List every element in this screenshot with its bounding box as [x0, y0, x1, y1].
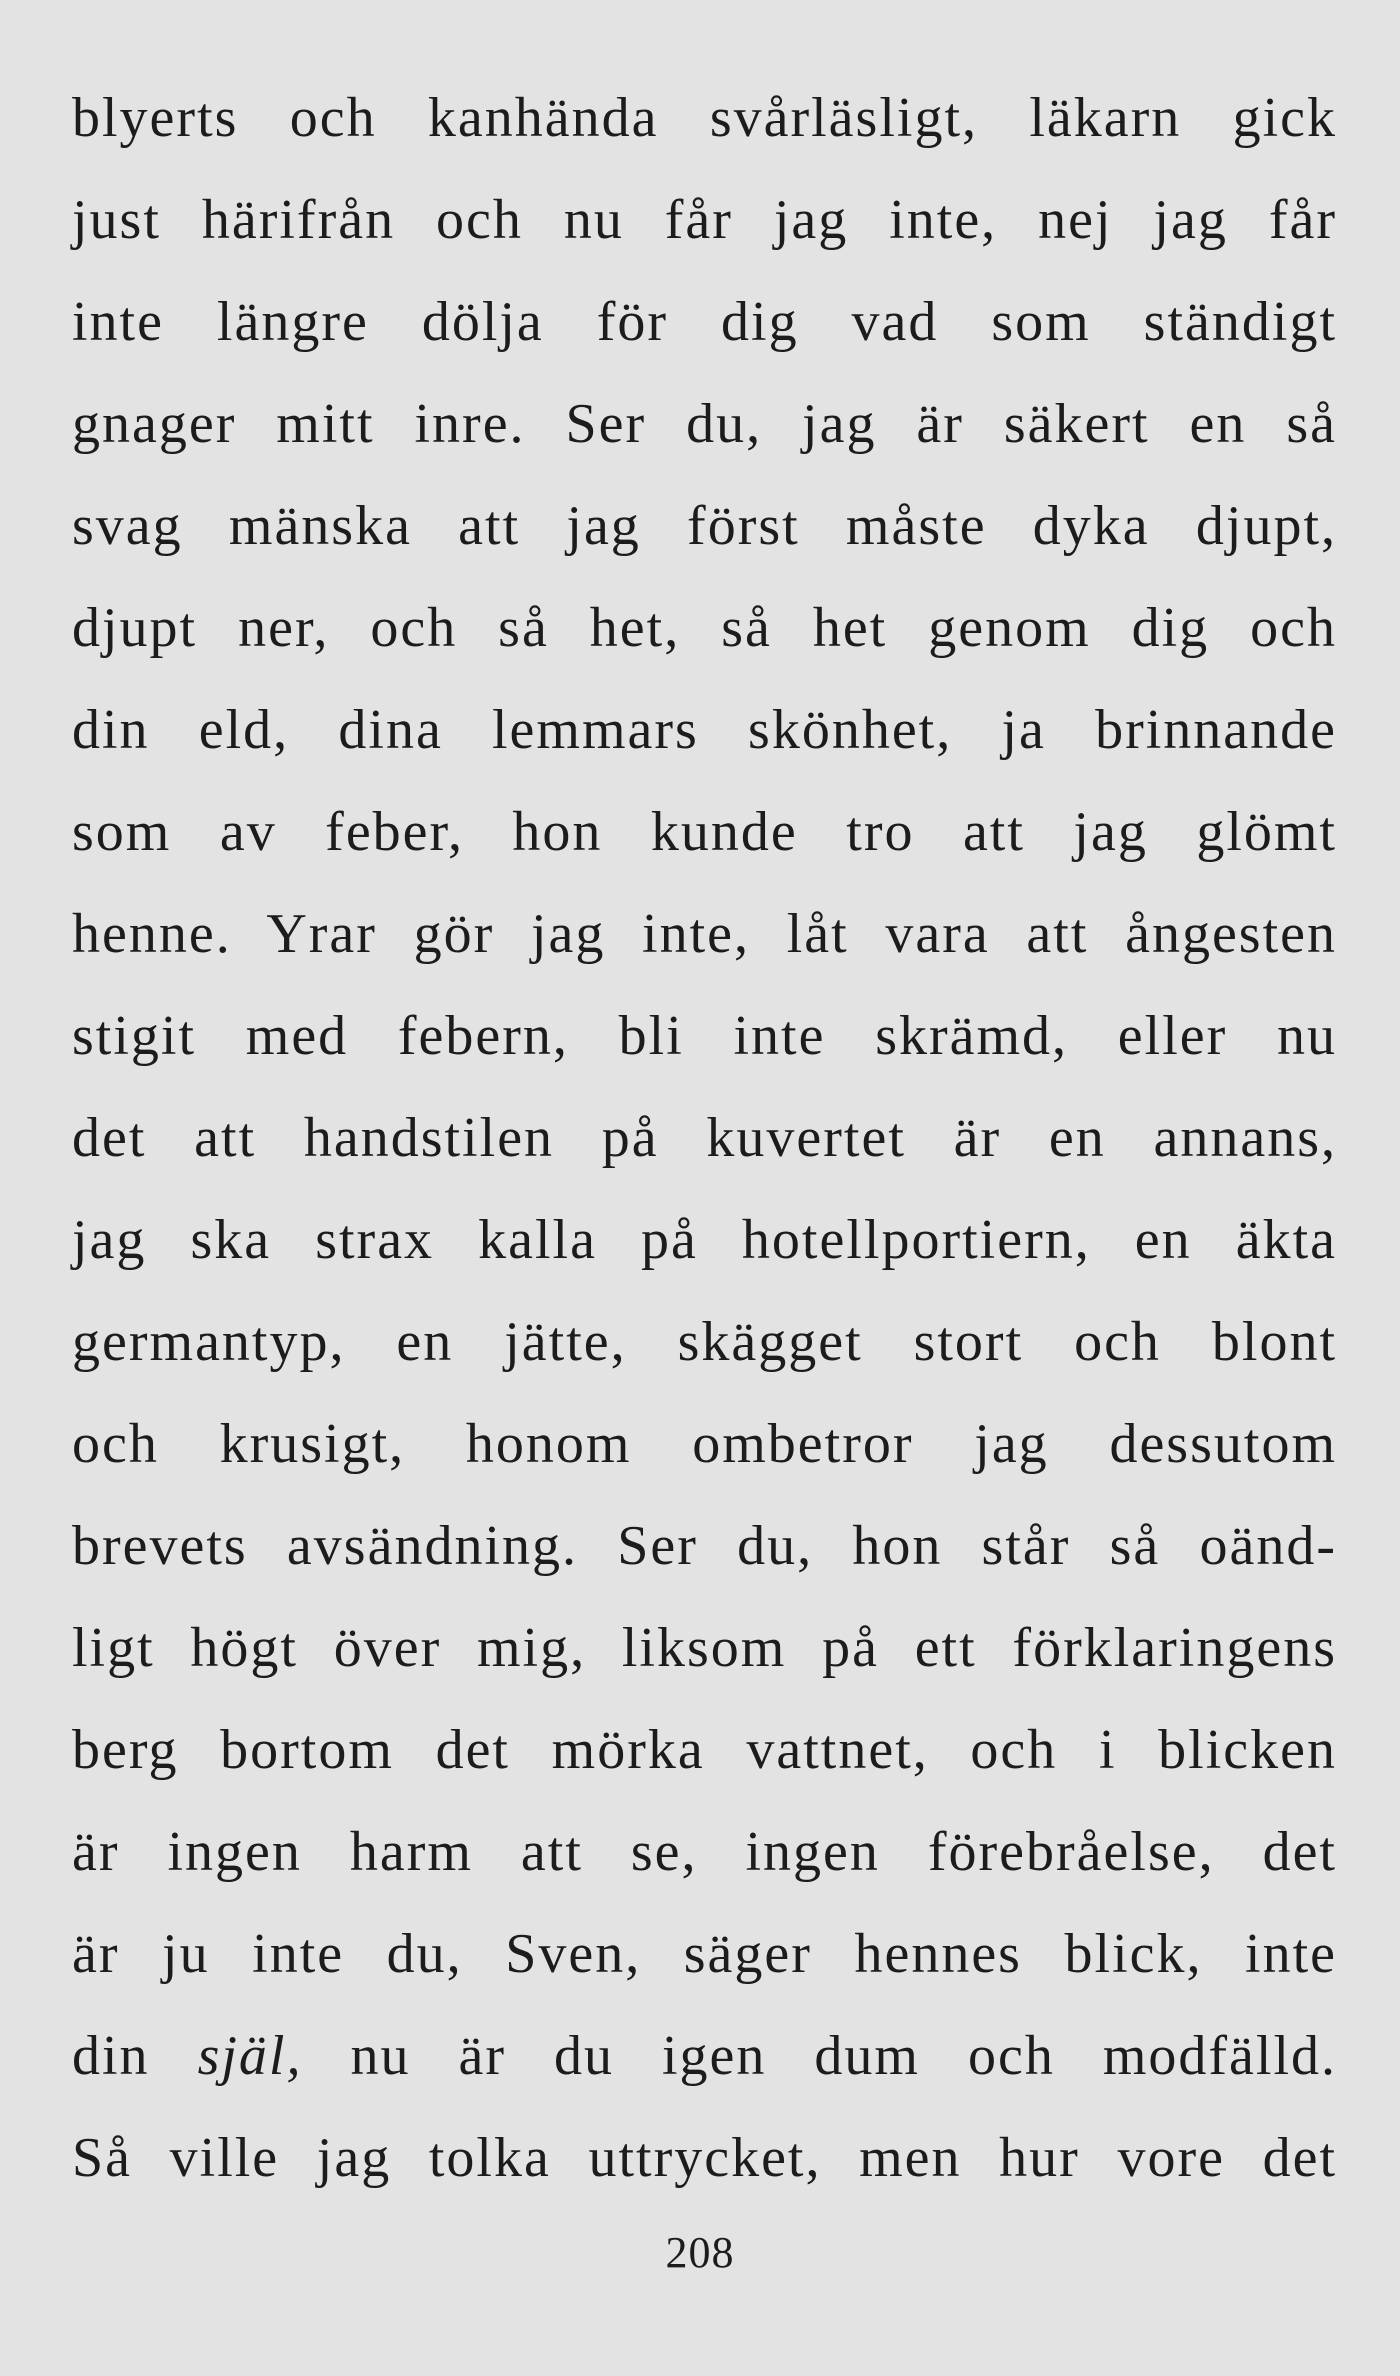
text-line: är ingen harm att se, ingen förebråelse, det: [72, 1821, 1337, 1883]
text-line: som av feber, hon kunde tro att jag glömt: [72, 801, 1337, 863]
text-line: blyerts och kanhända svårläsligt, läkarn gick: [72, 87, 1337, 149]
text-line: inte längre dölja för dig vad som ständigt: [72, 291, 1337, 353]
emphasized-word: själ,: [197, 2025, 303, 2087]
text-line: är ju inte du, Sven, säger hennes blick, inte: [72, 1923, 1337, 1985]
text-line: jag ska strax kalla på hotellportiern, en äkta: [72, 1209, 1337, 1271]
body-text: [72, 88, 1337, 2230]
text-segment: din: [72, 2025, 198, 2087]
text-line: stigit med febern, bli inte skrämd, eller nu: [72, 1005, 1337, 1067]
text-line: gnager mitt inre. Ser du, jag är säkert en så: [72, 393, 1337, 455]
text-line: just härifrån och nu får jag inte, nej jag får: [72, 189, 1337, 251]
text-line: svag mänska att jag först måste dyka djupt,: [72, 495, 1337, 557]
text-line: det att handstilen på kuvertet är en annans,: [72, 1107, 1337, 1169]
text-line: Så ville jag tolka uttrycket, men hur vore det: [72, 2127, 1337, 2189]
text-line: germantyp, en jätte, skägget stort och blont: [72, 1311, 1337, 1373]
text-line: din eld, dina lemmars skönhet, ja brinnande: [72, 699, 1337, 761]
text-line: ligt högt över mig, liksom på ett förklaringens: [72, 1617, 1337, 1679]
text-line: brevets avsändning. Ser du, hon står så oänd-: [72, 1515, 1337, 1577]
page-number: 208: [665, 2228, 735, 2277]
text-segment: nu är du igen dum och modfälld.: [302, 2025, 1337, 2087]
text-line: och krusigt, honom ombetror jag dessutom: [72, 1413, 1337, 1475]
text-line: berg bortom det mörka vattnet, och i blicken: [72, 1719, 1337, 1781]
text-line: henne. Yrar gör jag inte, låt vara att ångesten: [72, 903, 1337, 965]
text-line-with-emphasis: [72, 2026, 1337, 2128]
text-line: djupt ner, och så het, så het genom dig och: [72, 597, 1337, 659]
